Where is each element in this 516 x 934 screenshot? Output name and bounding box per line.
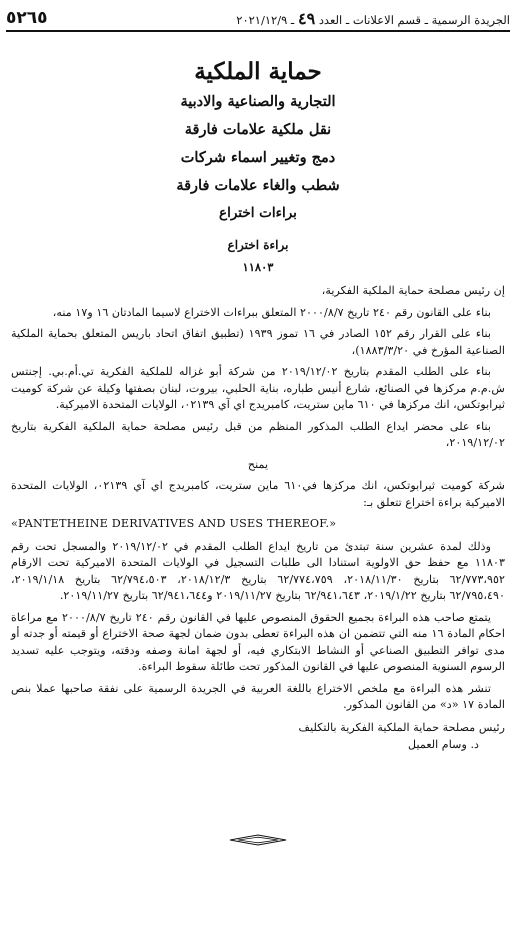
header-date: ـ ٢٠٢١/١٢/٩ xyxy=(236,12,295,27)
paragraph-rights: يتمتع صاحب هذه البراءة بجميع الحقوق المنصوص عليها في القانون رقم ٢٤٠ تاريخ ٢٠٠٠/٨/٧ مع مراعاة احكام المادة ١٦ منه التي تتضمن ان هذه البراءة تعطى بدون ضمان لجهة صحة الاختراع أو قيمته أو جدته أو مدى توافر التطبيق الصناعي أو النشاط الابتكاري فيه، أو لجهة امانة وصفه ودقته، ويتوجب عليه تسديد الرسوم السنوية المنصوص عليها في القانون المذكور تحت طائلة سقوط البراءة. xyxy=(11,610,506,673)
subtitle-line-1: التجارية والصناعية والادبية xyxy=(180,93,336,110)
decision-body xyxy=(11,283,505,753)
paragraph-authority: إن رئيس مصلحة حماية الملكية الفكرية، xyxy=(321,284,505,297)
paragraph-application: بناء على الطلب المقدم بتاريخ ٢٠١٩/١٢/٠٢ من شركة أبو غزاله للملكية الفكرية تي.أم.بي. إجنتس ش.م.م مركزها في الصنائع، شارع أنيس طباره، بناية الحلبي، بيروت، لبنان بصفتها وكيلة عن شركة كوميت ثيرابوتكس، انك مركزها في ٦١٠ ماين ستريت، كامبريدج اي آي ٠٢١٣٩، الولايات المتحدة الاميركية. xyxy=(11,365,505,411)
section-heading-block xyxy=(0,58,516,205)
page-number: ٥٢٦٥ xyxy=(6,8,48,28)
paragraph-duration-priority: وذلك لمدة عشرين سنة تبتدئ من تاريخ ايداع الطلب المقدم في ٢٠١٩/١٢/٠٢ والمسجل تحت رقم ١١٨٠٣ مع حفظ حق الاولوية استنادا الى طلبات التسجيل في الولايات المتحدة الاميركية تحت الارقام ٦٢/٧٧٣،٩٥٢ بتاريخ ٢٠١٨/١١/٣٠، ٦٢/٧٧٤،٧٥٩ بتاريخ ٢٠١٨/١٢/٣، ٦٢/٧٩٤،٥٠٣ بتاريخ ٢٠١٩/١/١٨، ٦٢/٧٩٥،٤٩٠ بتاريخ ٢٠١٩/١/٢٢، ٦٢/٩٤١،٦٤٣ بتاريخ ٢٠١٩/١١/٢٧ و٦٢/٩٤١،٦٤٤ بتاريخ ٢٠١٩/١١/٢٧. xyxy=(11,539,506,602)
subtitle-line-2: نقل ملكية علامات فارقة xyxy=(184,121,332,138)
paragraph-filing-record: بناء على محضر ايداع الطلب المذكور المنظم من قبل رئيس مصلحة حماية الملكية الفكرية بتاريخ ٢٠١٩/١٢/٠٢، xyxy=(11,419,505,449)
main-title: حماية الملكية xyxy=(194,58,322,85)
header-issue-number: ٤٩ xyxy=(297,8,316,28)
patent-label: براءة اختراع xyxy=(227,238,289,252)
signature-block xyxy=(11,719,505,753)
paragraph-law-240: بناء على القانون رقم ٢٤٠ تاريخ ٢٠٠٠/٨/٧ المتعلق ببراءات الاختراع لاسيما المادتان ١٦ و١٧ منه، xyxy=(52,305,491,319)
signatory-title: رئيس مصلحة حماية الملكية الفكرية بالتكليف xyxy=(298,720,505,734)
subtitle-line-3: دمج وتغيير اسماء شركات xyxy=(180,149,336,166)
header-publication-line xyxy=(236,9,510,28)
grants-heading: يمنح xyxy=(247,457,269,471)
paragraph-decision-152: بناء على القرار رقم ١٥٢ الصادر في ١٦ تموز ١٩٣٩ (تطبيق اتفاق اتحاد باريس المتعلق بحماية الملكية الصناعية المؤرخ في ١٨٨٣/٣/٢٠)، xyxy=(11,327,505,357)
diamond-divider-icon xyxy=(228,834,288,846)
section-title: براءات اختراع xyxy=(219,205,297,221)
patent-number: ١١٨٠٣ xyxy=(242,260,274,274)
running-header xyxy=(6,6,510,32)
header-publication: الجريدة الرسمية ـ قسم الاعلانات ـ العدد xyxy=(318,12,510,27)
paragraph-grantee: شركة كوميت ثيرابوتكس، انك مركزها في٦١٠ ماين ستريت، كامبريدج اي آي ٠٢١٣٩، الولايات المتحدة الاميركية براءة اختراع تتعلق بـ: xyxy=(11,479,505,509)
invention-title: «PANTETHEINE DERIVATIVES AND USES THEREOF.» xyxy=(11,517,337,530)
subtitle-line-4: شطب والغاء علامات فارقة xyxy=(176,177,340,194)
paragraph-publication: تنشر هذه البراءة مع ملخص الاختراع باللغة العربية في الجريدة الرسمية على نفقة صاحبها عملا بنص المادة ١٧ «د» من القانون المذكور. xyxy=(11,681,505,711)
signatory-name: د. وسام العميل xyxy=(408,737,479,751)
